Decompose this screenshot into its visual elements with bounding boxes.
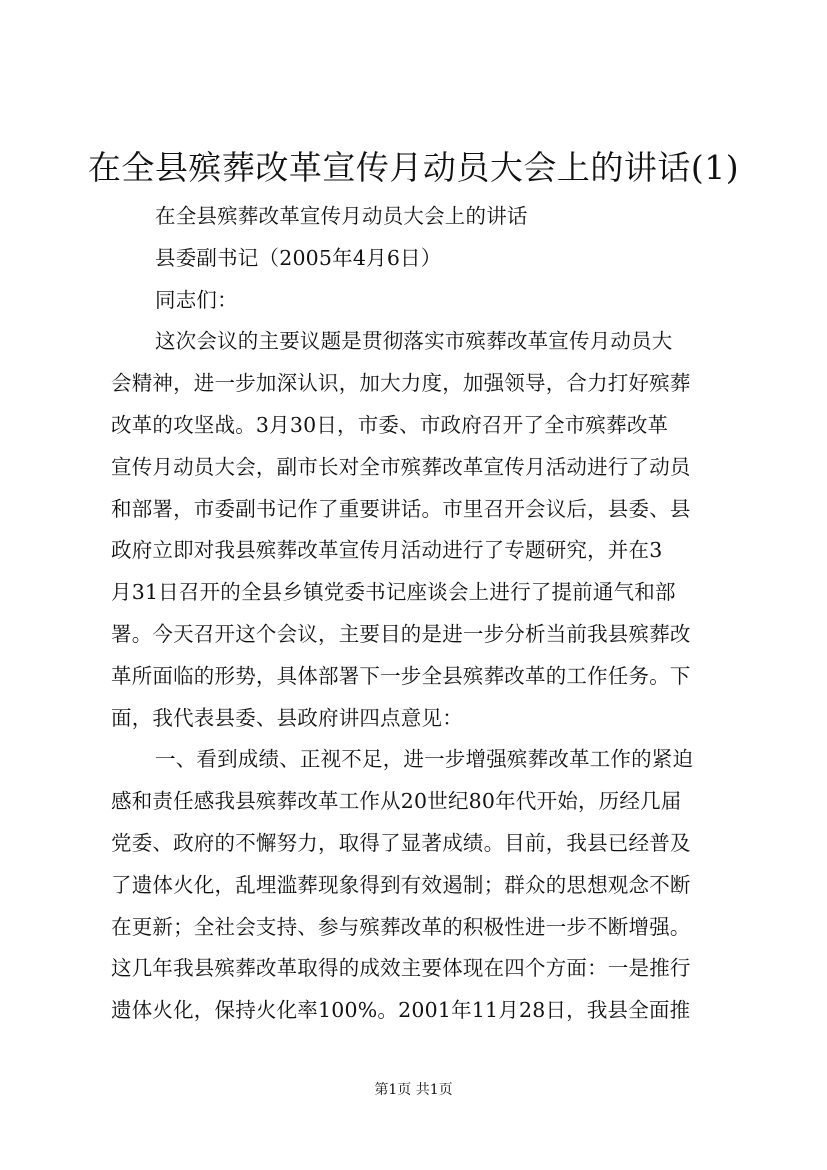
text-line: 一、看到成绩、正视不足，进一步增强殡葬改革工作的紧迫 (155, 747, 694, 772)
text-line: 月31日召开的全县乡镇党委书记座谈会上进行了提前通气和部 (111, 580, 676, 605)
text-line: 县委副书记（2005年4月6日） (155, 245, 442, 270)
text-line: 和部署，市委副书记作了重要讲话。市里召开会议后，县委、县 (111, 496, 691, 521)
document-title: 在全县殡葬改革宣传月动员大会上的讲话(1) (87, 148, 740, 187)
text-line: 了遗体火化，乱埋滥葬现象得到有效遏制；群众的思想观念不断 (111, 872, 691, 897)
text-line: 这次会议的主要议题是贯彻落实市殡葬改革宣传月动员大 (155, 329, 673, 354)
text-line: 同志们： (155, 287, 238, 312)
text-line: 在全县殡葬改革宣传月动员大会上的讲话 (155, 204, 528, 228)
text-line: 政府立即对我县殡葬改革宣传月活动进行了专题研究，并在3 (111, 538, 663, 563)
text-line: 感和责任感我县殡葬改革工作从20世纪80年代开始，历经几届 (111, 789, 682, 814)
text-line: 党委、政府的不懈努力，取得了显著成绩。目前，我县已经普及 (111, 830, 691, 855)
page-footer: 第1页 共1页 (374, 1082, 453, 1098)
text-line: 这几年我县殡葬改革取得的成效主要体现在四个方面：一是推行 (111, 956, 691, 981)
text-line: 革所面临的形势，具体部署下一步全县殡葬改革的工作任务。下 (111, 663, 691, 688)
text-line: 在更新；全社会支持、参与殡葬改革的积极性进一步不断增强。 (111, 914, 691, 939)
text-line: 改革的攻坚战。3月30日，市委、市政府召开了全市殡葬改革 (111, 412, 669, 437)
text-line: 宣传月动员大会，副市长对全市殡葬改革宣传月活动进行了动员 (111, 454, 691, 479)
text-line: 署。今天召开这个会议，主要目的是进一步分析当前我县殡葬改 (111, 621, 691, 646)
document-body (111, 196, 737, 1032)
text-line: 面，我代表县委、县政府讲四点意见： (111, 705, 463, 730)
text-line: 会精神，进一步加深认识，加大力度，加强领导，合力打好殡葬 (111, 371, 691, 396)
text-line: 遗体火化，保持火化率100%。2001年11月28日，我县全面推 (111, 998, 691, 1023)
